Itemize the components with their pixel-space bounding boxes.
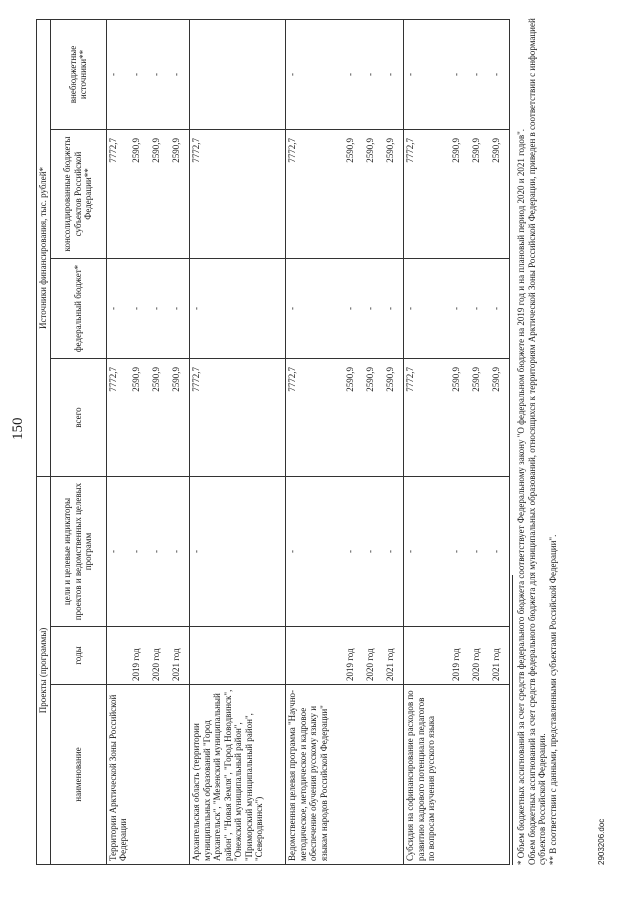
row-extra-cell: -: [470, 20, 490, 130]
row-goals-cell: -: [404, 477, 450, 627]
row-extra-cell: -: [344, 20, 364, 130]
row-regional-cell: 2590,9: [130, 130, 150, 259]
footnote-3: ** В соответствии с данными, представленными субъектами Российской Федерации".: [547, 534, 558, 865]
table-row: [170, 20, 190, 865]
row-total-cell: 2590,9: [130, 359, 150, 477]
table-row: [106, 20, 130, 865]
row-year-cell: 2020 год: [150, 627, 170, 685]
row-extra-cell: -: [170, 20, 190, 130]
row-regional-cell: 7772,7: [106, 130, 130, 259]
row-name-cell: [364, 685, 384, 865]
row-federal-cell: -: [404, 259, 450, 359]
row-federal-cell: -: [450, 259, 470, 359]
row-goals-cell: -: [190, 477, 286, 627]
table-row: [344, 20, 364, 865]
row-extra-cell: -: [286, 20, 344, 130]
footnote-rule: [512, 575, 513, 865]
row-extra-cell: -: [384, 20, 404, 130]
row-name-cell: [344, 685, 364, 865]
row-regional-cell: 2590,9: [344, 130, 364, 259]
footnotes: [512, 15, 558, 865]
row-federal-cell: -: [384, 259, 404, 359]
row-name-cell: [130, 685, 150, 865]
table-body: [106, 20, 510, 865]
row-total-cell: 2590,9: [384, 359, 404, 477]
row-total-cell: 7772,7: [404, 359, 450, 477]
table-row: [384, 20, 404, 865]
row-federal-cell: -: [190, 259, 286, 359]
header-extra: внебюджетные источники**: [50, 20, 106, 130]
row-name-cell: [490, 685, 510, 865]
row-federal-cell: -: [170, 259, 190, 359]
row-regional-cell: 2590,9: [470, 130, 490, 259]
header-sources-group: Источники финансирования, тыс. рублей*: [37, 20, 51, 477]
row-name-cell: [450, 685, 470, 865]
row-name-cell: Территории Арктической Зоны Российской Федерации: [106, 685, 130, 865]
document-id: 2903206.doc: [597, 818, 606, 865]
row-federal-cell: -: [490, 259, 510, 359]
row-name-cell: Субсидия на софинансирование расходов по развитию кадрового потенциала педагогов по вопросам изучения русского языка: [404, 685, 450, 865]
row-goals-cell: -: [130, 477, 150, 627]
row-total-cell: 2590,9: [490, 359, 510, 477]
row-goals-cell: -: [384, 477, 404, 627]
row-name-cell: [170, 685, 190, 865]
row-year-cell: 2021 год: [384, 627, 404, 685]
row-year-cell: 2020 год: [470, 627, 490, 685]
row-goals-cell: -: [150, 477, 170, 627]
row-total-cell: 2590,9: [170, 359, 190, 477]
row-extra-cell: [190, 20, 286, 130]
header-federal: федеральный бюджет*: [50, 259, 106, 359]
row-total-cell: 2590,9: [364, 359, 384, 477]
row-federal-cell: -: [286, 259, 344, 359]
row-total-cell: 2590,9: [344, 359, 364, 477]
header-regional: консолидированные бюджеты субъектов Российской Федерации**: [50, 130, 106, 259]
row-year-cell: 2020 год: [364, 627, 384, 685]
header-projects-group: Проекты (программы): [37, 477, 51, 865]
row-goals-cell: -: [286, 477, 344, 627]
row-extra-cell: -: [404, 20, 450, 130]
row-extra-cell: -: [450, 20, 470, 130]
row-total-cell: 7772,7: [106, 359, 130, 477]
row-year-cell: [106, 627, 130, 685]
row-total-cell: 2590,9: [450, 359, 470, 477]
page-number: 150: [10, 417, 26, 440]
row-goals-cell: -: [470, 477, 490, 627]
table-row: [404, 20, 450, 865]
table-row: [286, 20, 344, 865]
row-goals-cell: -: [450, 477, 470, 627]
table-row: [490, 20, 510, 865]
row-federal-cell: -: [106, 259, 130, 359]
row-name-cell: Архангельская область (территории муниципальных образований "Город Архангельск", "Мезенский муниципальный район", "Новая Земля", "Город Новодвинск", "Онежский муниципальный район", "Приморский муниципальный район", "Северодвинск"): [190, 685, 286, 865]
header-group-row: [37, 20, 51, 865]
row-name-cell: [384, 685, 404, 865]
row-regional-cell: 2590,9: [170, 130, 190, 259]
header-years: годы: [50, 627, 106, 685]
row-extra-cell: -: [130, 20, 150, 130]
row-year-cell: [190, 627, 286, 685]
row-goals-cell: -: [490, 477, 510, 627]
header-total: всего: [50, 359, 106, 477]
row-year-cell: 2019 год: [450, 627, 470, 685]
row-goals-cell: -: [344, 477, 364, 627]
row-year-cell: 2019 год: [130, 627, 150, 685]
row-name-cell: [150, 685, 170, 865]
row-year-cell: 2019 год: [344, 627, 364, 685]
row-regional-cell: 7772,7: [404, 130, 450, 259]
row-goals-cell: -: [170, 477, 190, 627]
row-year-cell: 2021 год: [170, 627, 190, 685]
row-federal-cell: -: [470, 259, 490, 359]
footnote-2: Объем бюджетных ассигнований за счет средств федерального бюджета для муниципальных образований, относящихся к территориям Арктической Зоны Российской Федерации, приведен в соответствии с информацией субъектов Российской Федерации.: [526, 18, 547, 865]
row-regional-cell: 2590,9: [450, 130, 470, 259]
table-row: [190, 20, 286, 865]
row-regional-cell: 2590,9: [490, 130, 510, 259]
header-columns-row: [50, 20, 106, 865]
row-regional-cell: 7772,7: [286, 130, 344, 259]
row-year-cell: 2021 год: [490, 627, 510, 685]
financing-table: [36, 19, 510, 865]
row-extra-cell: -: [150, 20, 170, 130]
table-row: [470, 20, 490, 865]
footnote-1: * Объем бюджетных ассигнований за счет средств федерального бюджета соответствует Федеральному закону "О федеральном бюджете на 2019 год и на плановый период 2020 и 2021 годов".: [516, 128, 526, 865]
row-federal-cell: -: [344, 259, 364, 359]
header-name: наименование: [50, 685, 106, 865]
row-total-cell: 7772,7: [190, 359, 286, 477]
row-year-cell: [286, 627, 344, 685]
row-regional-cell: 2590,9: [364, 130, 384, 259]
row-extra-cell: -: [364, 20, 384, 130]
row-total-cell: 2590,9: [470, 359, 490, 477]
row-goals-cell: -: [106, 477, 130, 627]
table-row: [150, 20, 170, 865]
row-name-cell: Ведомственная целевая программа "Научно-методическое, методическое и кадровое обеспечение обучения русскому языку и языкам народов Российской Федерации": [286, 685, 344, 865]
row-federal-cell: -: [364, 259, 384, 359]
table-row: [364, 20, 384, 865]
row-total-cell: 2590,9: [150, 359, 170, 477]
row-regional-cell: 2590,9: [384, 130, 404, 259]
row-federal-cell: -: [150, 259, 170, 359]
header-goals: цели и целевые индикаторы проектов и ведомственных целевых программ: [50, 477, 106, 627]
table-row: [130, 20, 150, 865]
row-goals-cell: -: [364, 477, 384, 627]
row-year-cell: [404, 627, 450, 685]
row-extra-cell: -: [106, 20, 130, 130]
row-regional-cell: 2590,9: [150, 130, 170, 259]
table-row: [450, 20, 470, 865]
row-extra-cell: -: [490, 20, 510, 130]
row-name-cell: [470, 685, 490, 865]
row-total-cell: 7772,7: [286, 359, 344, 477]
row-federal-cell: -: [130, 259, 150, 359]
row-regional-cell: 7772,7: [190, 130, 286, 259]
